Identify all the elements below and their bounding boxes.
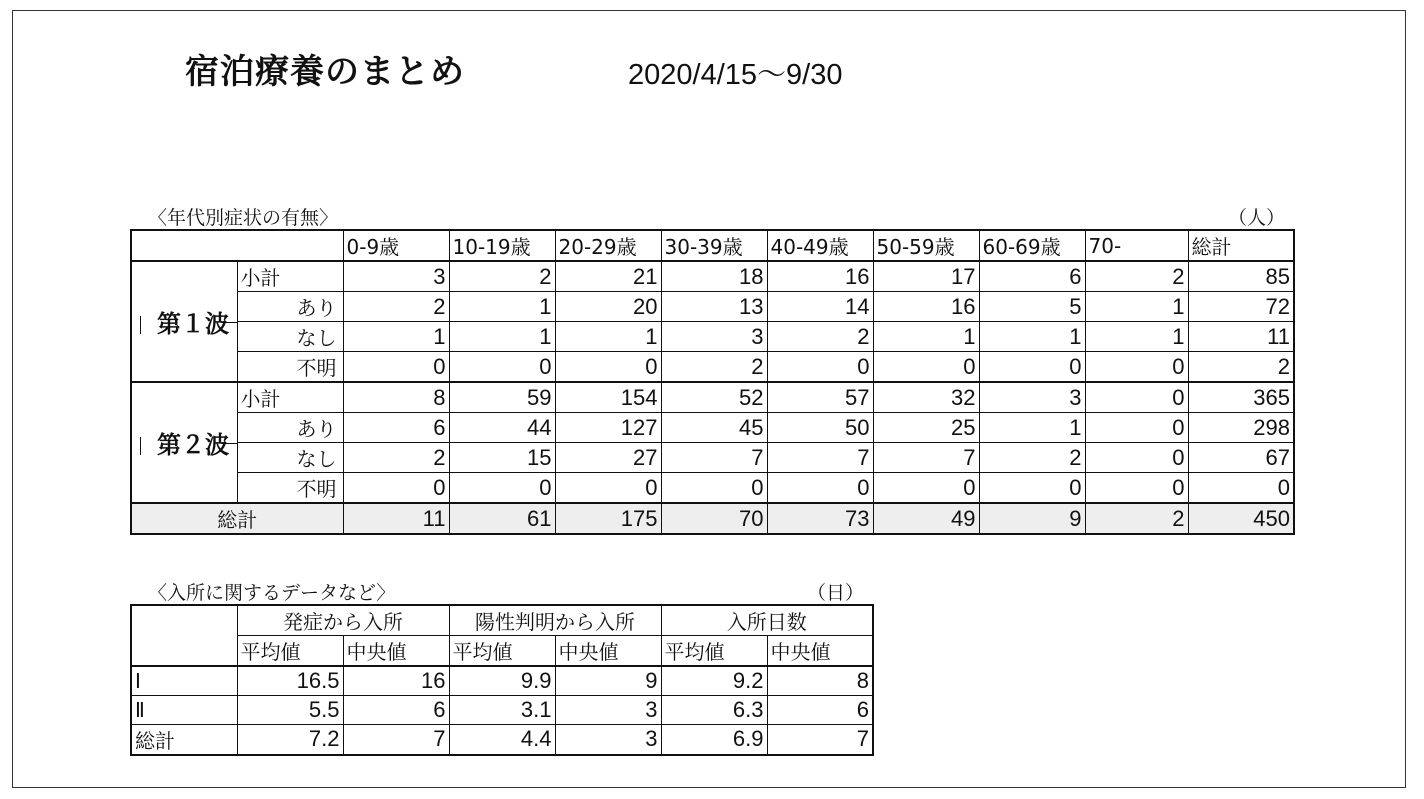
cell: 3	[555, 695, 661, 724]
cell: 2	[1188, 352, 1294, 383]
cell: 5	[979, 292, 1085, 322]
cell: 0	[979, 473, 1085, 504]
cell: 0	[661, 473, 767, 504]
cell: 0	[343, 473, 449, 504]
cell: 1	[1085, 292, 1188, 322]
row-label: なし	[237, 443, 343, 473]
wave-label	[131, 382, 237, 503]
total-cell: 2	[1085, 503, 1188, 534]
cell: 0	[1085, 352, 1188, 383]
group-header: 陽性判明から入所	[449, 605, 661, 636]
table-row	[131, 352, 1294, 383]
cell: 6	[343, 695, 449, 724]
cell: 3	[555, 724, 661, 755]
column-header: 20-29歳	[555, 230, 661, 261]
total-cell: 450	[1188, 503, 1294, 534]
row-label: 不明	[237, 473, 343, 504]
table-row	[131, 443, 1294, 473]
row-label: 小計	[237, 382, 343, 413]
table2-subheader-row	[131, 636, 873, 667]
total-cell: 70	[661, 503, 767, 534]
cell: 57	[767, 382, 873, 413]
cell: 1	[873, 322, 979, 352]
header-corner	[131, 230, 343, 261]
cell: 2	[767, 322, 873, 352]
column-header: 40-49歳	[767, 230, 873, 261]
wave-label-text: 第２波	[157, 431, 229, 459]
cell: 16	[873, 292, 979, 322]
table-row	[131, 261, 1294, 292]
cell: 8	[767, 666, 873, 695]
cell: 127	[555, 413, 661, 443]
cell: 6	[767, 695, 873, 724]
cell: 2	[449, 261, 555, 292]
row-label: なし	[237, 322, 343, 352]
subheader: 中央値	[767, 636, 873, 667]
row-label: 小計	[237, 261, 343, 292]
cell: 72	[1188, 292, 1294, 322]
table-row	[131, 695, 873, 724]
cell: 6.9	[661, 724, 767, 755]
row-label: Ⅱ	[131, 695, 237, 724]
cell: 1	[555, 322, 661, 352]
period-label: 2020/4/15～9/30	[628, 59, 843, 91]
cell: 32	[873, 382, 979, 413]
total-cell: 11	[343, 503, 449, 534]
cell: 18	[661, 261, 767, 292]
cell: 0	[1085, 413, 1188, 443]
cell: 11	[1188, 322, 1294, 352]
page-title: 宿泊療養のまとめ	[185, 52, 465, 92]
table-row	[131, 473, 1294, 504]
cell: 0	[873, 473, 979, 504]
subheader: 中央値	[343, 636, 449, 667]
cell: 0	[555, 473, 661, 504]
cell: 16	[767, 261, 873, 292]
cell: 17	[873, 261, 979, 292]
table1-caption: 〈年代別症状の有無〉	[148, 207, 339, 229]
row-label: Ⅰ	[131, 666, 237, 695]
cell: 1	[979, 413, 1085, 443]
cell: 14	[767, 292, 873, 322]
cell: 59	[449, 382, 555, 413]
table2-group-header-row	[131, 605, 873, 636]
subheader: 平均値	[661, 636, 767, 667]
cell: 3	[979, 382, 1085, 413]
total-cell: 61	[449, 503, 555, 534]
column-header: 60-69歳	[979, 230, 1085, 261]
cell: 0	[767, 352, 873, 383]
row-label: あり	[237, 413, 343, 443]
cell: 0	[449, 352, 555, 383]
row-label: 総計	[131, 724, 237, 755]
table1-total-row	[131, 503, 1294, 534]
total-cell: 9	[979, 503, 1085, 534]
cell: 9.2	[661, 666, 767, 695]
header-corner	[131, 605, 237, 666]
cell: 2	[661, 352, 767, 383]
cell: 21	[555, 261, 661, 292]
cell: 3	[661, 322, 767, 352]
cell: 1	[449, 322, 555, 352]
column-header: 0-9歳	[343, 230, 449, 261]
cell: 1	[979, 322, 1085, 352]
group-header: 入所日数	[661, 605, 873, 636]
cell: 15	[449, 443, 555, 473]
cell: 0	[1085, 382, 1188, 413]
cell: 52	[661, 382, 767, 413]
cell: 25	[873, 413, 979, 443]
cell: 1	[1085, 322, 1188, 352]
column-header: 30-39歳	[661, 230, 767, 261]
cell: 67	[1188, 443, 1294, 473]
table1-unit: （人）	[1228, 207, 1286, 229]
table2-caption: 〈入所に関するデータなど〉	[148, 582, 396, 604]
column-header: 10-19歳	[449, 230, 555, 261]
cell: 3	[343, 261, 449, 292]
cell: 7	[767, 724, 873, 755]
cell: 6	[979, 261, 1085, 292]
cell: 20	[555, 292, 661, 322]
cell: 0	[873, 352, 979, 383]
bracket-mark	[140, 316, 141, 334]
total-cell: 49	[873, 503, 979, 534]
cell: 2	[1085, 261, 1188, 292]
cell: 1	[343, 322, 449, 352]
total-cell: 175	[555, 503, 661, 534]
cell: 298	[1188, 413, 1294, 443]
bracket-connector	[221, 443, 237, 444]
cell: 8	[343, 382, 449, 413]
cell: 50	[767, 413, 873, 443]
table-row	[131, 292, 1294, 322]
cell: 13	[661, 292, 767, 322]
bracket-connector	[221, 322, 237, 323]
cell: 0	[555, 352, 661, 383]
cell: 0	[1188, 473, 1294, 504]
cell: 7.2	[237, 724, 343, 755]
cell: 4.4	[449, 724, 555, 755]
cell: 0	[1085, 473, 1188, 504]
cell: 2	[979, 443, 1085, 473]
cell: 45	[661, 413, 767, 443]
column-header: 50-59歳	[873, 230, 979, 261]
cell: 0	[343, 352, 449, 383]
cell: 9	[555, 666, 661, 695]
cell: 44	[449, 413, 555, 443]
table-row	[131, 666, 873, 695]
group-header: 発症から入所	[237, 605, 449, 636]
symptoms-by-age-table	[130, 229, 1295, 535]
wave-label-text: 第１波	[157, 310, 229, 338]
row-label: あり	[237, 292, 343, 322]
cell: 27	[555, 443, 661, 473]
bracket-mark	[140, 437, 141, 455]
cell: 6	[343, 413, 449, 443]
subheader: 中央値	[555, 636, 661, 667]
subheader: 平均値	[449, 636, 555, 667]
row-label: 不明	[237, 352, 343, 383]
cell: 154	[555, 382, 661, 413]
admission-stats-table	[130, 604, 874, 756]
cell: 3.1	[449, 695, 555, 724]
total-label: 総計	[131, 503, 343, 534]
cell: 85	[1188, 261, 1294, 292]
total-cell: 73	[767, 503, 873, 534]
table-row	[131, 724, 873, 755]
cell: 365	[1188, 382, 1294, 413]
column-header: 総計	[1188, 230, 1294, 261]
cell: 0	[979, 352, 1085, 383]
cell: 0	[449, 473, 555, 504]
cell: 1	[449, 292, 555, 322]
cell: 6.3	[661, 695, 767, 724]
cell: 5.5	[237, 695, 343, 724]
cell: 16	[343, 666, 449, 695]
cell: 2	[343, 443, 449, 473]
cell: 7	[767, 443, 873, 473]
cell: 7	[343, 724, 449, 755]
cell: 16.5	[237, 666, 343, 695]
table2-unit: （日）	[807, 582, 865, 604]
subheader: 平均値	[237, 636, 343, 667]
table-row	[131, 382, 1294, 413]
wave-label	[131, 261, 237, 382]
table-row	[131, 413, 1294, 443]
table1-header-row	[131, 230, 1294, 261]
table-row	[131, 322, 1294, 352]
cell: 9.9	[449, 666, 555, 695]
column-header: 70-	[1085, 230, 1188, 261]
cell: 2	[343, 292, 449, 322]
cell: 0	[1085, 443, 1188, 473]
cell: 0	[767, 473, 873, 504]
cell: 7	[873, 443, 979, 473]
cell: 7	[661, 443, 767, 473]
